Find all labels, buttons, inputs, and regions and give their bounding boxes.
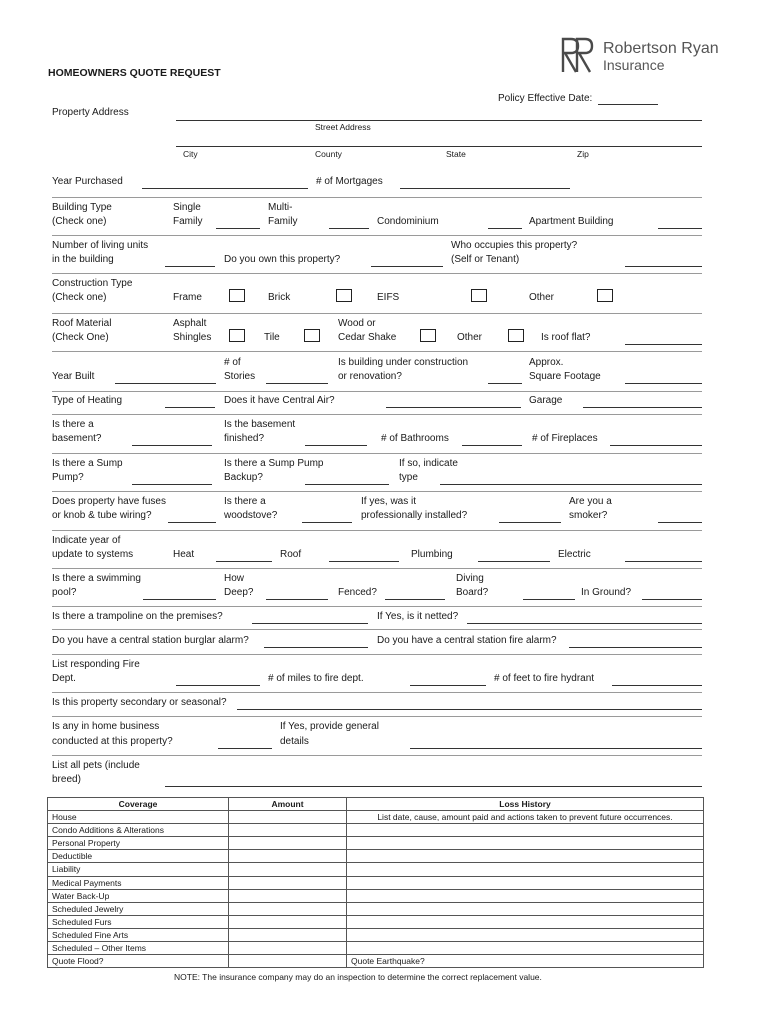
occupies-label-1: Who occupies this property? <box>451 240 578 251</box>
heat-update-label: Heat <box>173 549 195 560</box>
divider <box>52 235 702 236</box>
basement-finished-label-1: Is the basement <box>224 419 296 430</box>
sump-pump-label-2: Pump? <box>52 472 84 483</box>
sump-backup-label-2: Backup? <box>224 472 263 483</box>
policy-effective-date-label: Policy Effective Date: <box>498 93 593 104</box>
condominium-field[interactable] <box>488 228 522 229</box>
year-built-field[interactable] <box>115 383 216 384</box>
swimming-pool-field[interactable] <box>143 599 216 600</box>
diving-board-field[interactable] <box>523 599 575 600</box>
home-business-field[interactable] <box>218 748 272 749</box>
home-business-label-2: conducted at this property? <box>52 736 173 747</box>
amount-cell[interactable] <box>229 902 347 915</box>
fuses-field[interactable] <box>168 522 216 523</box>
quote-earthquake-cell: Quote Earthquake? <box>347 955 704 968</box>
street-address-field[interactable] <box>176 120 702 121</box>
roof-update-field[interactable] <box>329 561 399 562</box>
single-family-field[interactable] <box>216 228 260 229</box>
woodstove-label-1: Is there a <box>224 496 266 507</box>
coverage-cell: Scheduled Jewelry <box>48 902 229 915</box>
pets-label-2: breed) <box>52 774 81 785</box>
sump-type-label-2: type <box>399 472 418 483</box>
loss-history-note: List date, cause, amount paid and actions taken to prevent future occurrences. <box>347 811 704 824</box>
coverage-cell: Medical Payments <box>48 876 229 889</box>
basement-label-1: Is there a <box>52 419 94 430</box>
city-county-state-zip-field[interactable] <box>176 146 702 147</box>
fire-alarm-label: Do you have a central station fire alarm? <box>377 635 557 646</box>
multi-family-label-2: Family <box>268 216 298 227</box>
heating-type-field[interactable] <box>165 407 215 408</box>
amount-cell[interactable] <box>229 955 347 968</box>
coverage-cell: Deductible <box>48 850 229 863</box>
amount-cell[interactable] <box>229 824 347 837</box>
apartment-building-field[interactable] <box>658 228 702 229</box>
feet-to-hydrant-field[interactable] <box>612 685 702 686</box>
coverage-cell: Quote Flood? <box>48 955 229 968</box>
diving-board-label-1: Diving <box>456 573 484 584</box>
smoker-label-1: Are you a <box>569 496 612 507</box>
coverage-cell: Water Back-Up <box>48 889 229 902</box>
sump-type-field[interactable] <box>440 484 702 485</box>
divider <box>52 273 702 274</box>
divider <box>52 351 702 352</box>
square-footage-label-1: Approx. <box>529 357 564 368</box>
plumbing-update-field[interactable] <box>478 561 550 562</box>
basement-finished-field[interactable] <box>305 445 367 446</box>
trampoline-netted-field[interactable] <box>467 623 702 624</box>
divider <box>52 568 702 569</box>
single-family-label-1: Single <box>173 202 201 213</box>
multi-family-field[interactable] <box>329 228 369 229</box>
roof-update-label: Roof <box>280 549 302 560</box>
page-title: HOMEOWNERS QUOTE REQUEST <box>48 67 221 79</box>
burglar-alarm-label: Do you have a central station burglar alarm? <box>52 635 249 646</box>
wood-shake-label-2: Cedar Shake <box>338 332 397 343</box>
living-units-label-1: Number of living units <box>52 240 149 251</box>
construction-type-label-2: (Check one) <box>52 292 107 303</box>
table-row <box>48 942 704 955</box>
street-address-label: Street Address <box>315 122 371 132</box>
stories-label-1: # of <box>224 357 241 368</box>
other-construction-label: Other <box>529 292 555 303</box>
system-updates-label-1: Indicate year of <box>52 535 121 546</box>
loss-history-cell[interactable] <box>347 928 704 941</box>
occupies-label-2: (Self or Tenant) <box>451 254 520 265</box>
coverage-cell: Condo Additions & Alterations <box>48 824 229 837</box>
table-row <box>48 837 704 850</box>
state-label: State <box>446 149 466 159</box>
garage-field[interactable] <box>583 407 702 408</box>
wood-shake-label-1: Wood or <box>338 318 376 329</box>
fire-dept-field[interactable] <box>176 685 260 686</box>
amount-cell[interactable] <box>229 837 347 850</box>
logo-text-line2: Insurance <box>603 57 665 73</box>
sump-pump-field[interactable] <box>132 484 212 485</box>
table-row <box>48 876 704 889</box>
single-family-label-2: Family <box>173 216 203 227</box>
fireplaces-field[interactable] <box>610 445 702 446</box>
year-purchased-field[interactable] <box>142 188 308 189</box>
business-details-label-1: If Yes, provide general <box>280 721 379 732</box>
professionally-installed-label-1: If yes, was it <box>361 496 417 507</box>
frame-checkbox[interactable] <box>229 289 245 302</box>
woodstove-label-2: woodstove? <box>224 510 278 521</box>
smoker-field[interactable] <box>658 522 702 523</box>
under-construction-label-1: Is building under construction <box>338 357 469 368</box>
bathrooms-label: # of Bathrooms <box>381 433 449 444</box>
condominium-label: Condominium <box>377 216 439 227</box>
roof-material-label-2: (Check One) <box>52 332 109 343</box>
pool-fenced-field[interactable] <box>385 599 445 600</box>
table-row <box>48 889 704 902</box>
living-units-label-2: in the building <box>52 254 114 265</box>
stories-field[interactable] <box>266 383 328 384</box>
loss-history-cell[interactable] <box>347 915 704 928</box>
central-air-field[interactable] <box>386 407 521 408</box>
policy-effective-date-field[interactable] <box>598 104 658 105</box>
sump-type-label-1: If so, indicate <box>399 458 458 469</box>
loss-history-cell[interactable] <box>347 837 704 850</box>
asphalt-label-1: Asphalt <box>173 318 207 329</box>
city-label: City <box>183 149 198 159</box>
miles-to-fire-dept-field[interactable] <box>410 685 486 686</box>
secondary-property-field[interactable] <box>237 709 702 710</box>
mortgages-field[interactable] <box>400 188 570 189</box>
table-row <box>48 824 704 837</box>
coverage-cell: House <box>48 811 229 824</box>
table-row <box>48 811 704 824</box>
coverage-header: Coverage <box>48 798 229 811</box>
building-type-label-2: (Check one) <box>52 216 107 227</box>
professionally-installed-label-2: professionally installed? <box>361 510 468 521</box>
home-business-label-1: Is any in home business <box>52 721 160 732</box>
other-roof-checkbox[interactable] <box>508 329 524 342</box>
brick-checkbox[interactable] <box>336 289 352 302</box>
coverage-cell: Scheduled Furs <box>48 915 229 928</box>
heat-update-field[interactable] <box>216 561 272 562</box>
building-type-label-1: Building Type <box>52 202 112 213</box>
logo-text-line1: Robertson Ryan <box>603 40 719 57</box>
divider <box>52 391 702 392</box>
pool-depth-field[interactable] <box>266 599 328 600</box>
amount-cell[interactable] <box>229 942 347 955</box>
amount-cell[interactable] <box>229 863 347 876</box>
secondary-property-label: Is this property secondary or seasonal? <box>52 697 227 708</box>
amount-cell[interactable] <box>229 889 347 902</box>
divider <box>52 491 702 492</box>
pets-label-1: List all pets (include <box>52 760 140 771</box>
own-property-label: Do you own this property? <box>224 254 341 265</box>
coverage-table <box>47 797 704 968</box>
loss-history-cell[interactable] <box>347 876 704 889</box>
garage-label: Garage <box>529 395 563 406</box>
sump-backup-label-1: Is there a Sump Pump <box>224 458 324 469</box>
loss-history-cell[interactable] <box>347 850 704 863</box>
brick-label: Brick <box>268 292 291 303</box>
stories-label-2: Stories <box>224 371 256 382</box>
amount-header: Amount <box>229 798 347 811</box>
loss-history-cell[interactable] <box>347 863 704 876</box>
loss-history-header: Loss History <box>347 798 704 811</box>
sump-backup-field[interactable] <box>305 484 389 485</box>
eifs-checkbox[interactable] <box>471 289 487 302</box>
property-address-label: Property Address <box>52 107 129 118</box>
divider <box>52 654 702 655</box>
table-row <box>48 863 704 876</box>
central-air-label: Does it have Central Air? <box>224 395 335 406</box>
in-ground-label: In Ground? <box>581 587 632 598</box>
basement-finished-label-2: finished? <box>224 433 265 444</box>
table-row <box>48 902 704 915</box>
roof-flat-field[interactable] <box>625 344 702 345</box>
fire-alarm-field[interactable] <box>569 647 702 648</box>
tile-label: Tile <box>264 332 280 343</box>
miles-to-fire-dept-label: # of miles to fire dept. <box>268 673 364 684</box>
company-logo <box>560 36 730 76</box>
professionally-installed-field[interactable] <box>499 522 561 523</box>
loss-history-cell[interactable] <box>347 942 704 955</box>
electric-update-label: Electric <box>558 549 591 560</box>
pool-fenced-label: Fenced? <box>338 587 377 598</box>
divider <box>52 453 702 454</box>
divider <box>52 606 702 607</box>
eifs-label: EIFS <box>377 292 400 303</box>
frame-label: Frame <box>173 292 202 303</box>
divider <box>52 755 702 756</box>
trampoline-field[interactable] <box>252 623 368 624</box>
sump-pump-label-1: Is there a Sump <box>52 458 123 469</box>
pool-depth-label-2: Deep? <box>224 587 254 598</box>
rr-logo-icon <box>560 36 598 74</box>
business-details-label-2: details <box>280 736 309 747</box>
divider <box>52 629 702 630</box>
zip-label: Zip <box>577 149 589 159</box>
occupies-field[interactable] <box>625 266 702 267</box>
square-footage-label-2: Square Footage <box>529 371 601 382</box>
business-details-field[interactable] <box>410 748 702 749</box>
swimming-pool-label-1: Is there a swimming <box>52 573 141 584</box>
roof-material-label-1: Roof Material <box>52 318 112 329</box>
amount-cell[interactable] <box>229 928 347 941</box>
own-property-field[interactable] <box>371 266 443 267</box>
amount-cell[interactable] <box>229 850 347 863</box>
other-roof-label: Other <box>457 332 483 343</box>
roof-flat-label: Is roof flat? <box>541 332 591 343</box>
county-label: County <box>315 149 342 159</box>
coverage-cell: Liability <box>48 863 229 876</box>
electric-update-field[interactable] <box>625 561 702 562</box>
coverage-cell: Scheduled – Other Items <box>48 942 229 955</box>
fuses-label-2: or knob & tube wiring? <box>52 510 152 521</box>
basement-label-2: basement? <box>52 433 102 444</box>
bathrooms-field[interactable] <box>462 445 522 446</box>
divider <box>52 530 702 531</box>
asphalt-checkbox[interactable] <box>229 329 245 342</box>
divider <box>52 197 702 198</box>
amount-cell[interactable] <box>229 811 347 824</box>
plumbing-update-label: Plumbing <box>411 549 453 560</box>
year-built-label: Year Built <box>52 371 95 382</box>
other-construction-checkbox[interactable] <box>597 289 613 302</box>
year-purchased-label: Year Purchased <box>52 176 123 187</box>
heating-type-label: Type of Heating <box>52 395 123 406</box>
system-updates-label-2: update to systems <box>52 549 134 560</box>
trampoline-netted-label: If Yes, is it netted? <box>377 611 459 622</box>
loss-history-cell[interactable] <box>347 889 704 902</box>
amount-cell[interactable] <box>229 876 347 889</box>
burglar-alarm-field[interactable] <box>264 647 368 648</box>
loss-history-cell[interactable] <box>347 824 704 837</box>
diving-board-label-2: Board? <box>456 587 489 598</box>
amount-cell[interactable] <box>229 915 347 928</box>
pool-depth-label-1: How <box>224 573 245 584</box>
divider <box>52 313 702 314</box>
fireplaces-label: # of Fireplaces <box>532 433 598 444</box>
under-construction-field[interactable] <box>488 383 522 384</box>
trampoline-label: Is there a trampoline on the premises? <box>52 611 223 622</box>
mortgages-label: # of Mortgages <box>316 176 383 187</box>
table-row <box>48 850 704 863</box>
fire-dept-label-2: Dept. <box>52 673 76 684</box>
table-row <box>48 928 704 941</box>
construction-type-label-1: Construction Type <box>52 278 133 289</box>
loss-history-cell[interactable] <box>347 902 704 915</box>
tile-checkbox[interactable] <box>304 329 320 342</box>
fire-dept-label-1: List responding Fire <box>52 659 140 670</box>
pets-field[interactable] <box>165 786 702 787</box>
footer-note: NOTE: The insurance company may do an inspection to determine the correct replacement value. <box>174 972 542 982</box>
coverage-cell: Scheduled Fine Arts <box>48 928 229 941</box>
table-row <box>48 915 704 928</box>
divider <box>52 692 702 693</box>
multi-family-label-1: Multi- <box>268 202 293 213</box>
woodstove-field[interactable] <box>302 522 352 523</box>
square-footage-field[interactable] <box>625 383 702 384</box>
smoker-label-2: smoker? <box>569 510 608 521</box>
basement-field[interactable] <box>132 445 212 446</box>
living-units-field[interactable] <box>165 266 215 267</box>
fuses-label-1: Does property have fuses <box>52 496 166 507</box>
asphalt-label-2: Shingles <box>173 332 212 343</box>
wood-shake-checkbox[interactable] <box>420 329 436 342</box>
coverage-cell: Personal Property <box>48 837 229 850</box>
feet-to-hydrant-label: # of feet to fire hydrant <box>494 673 595 684</box>
divider <box>52 716 702 717</box>
apartment-building-label: Apartment Building <box>529 216 614 227</box>
under-construction-label-2: or renovation? <box>338 371 402 382</box>
divider <box>52 414 702 415</box>
in-ground-field[interactable] <box>642 599 702 600</box>
table-row <box>48 955 704 968</box>
coverage-table-header <box>48 798 704 811</box>
swimming-pool-label-2: pool? <box>52 587 77 598</box>
